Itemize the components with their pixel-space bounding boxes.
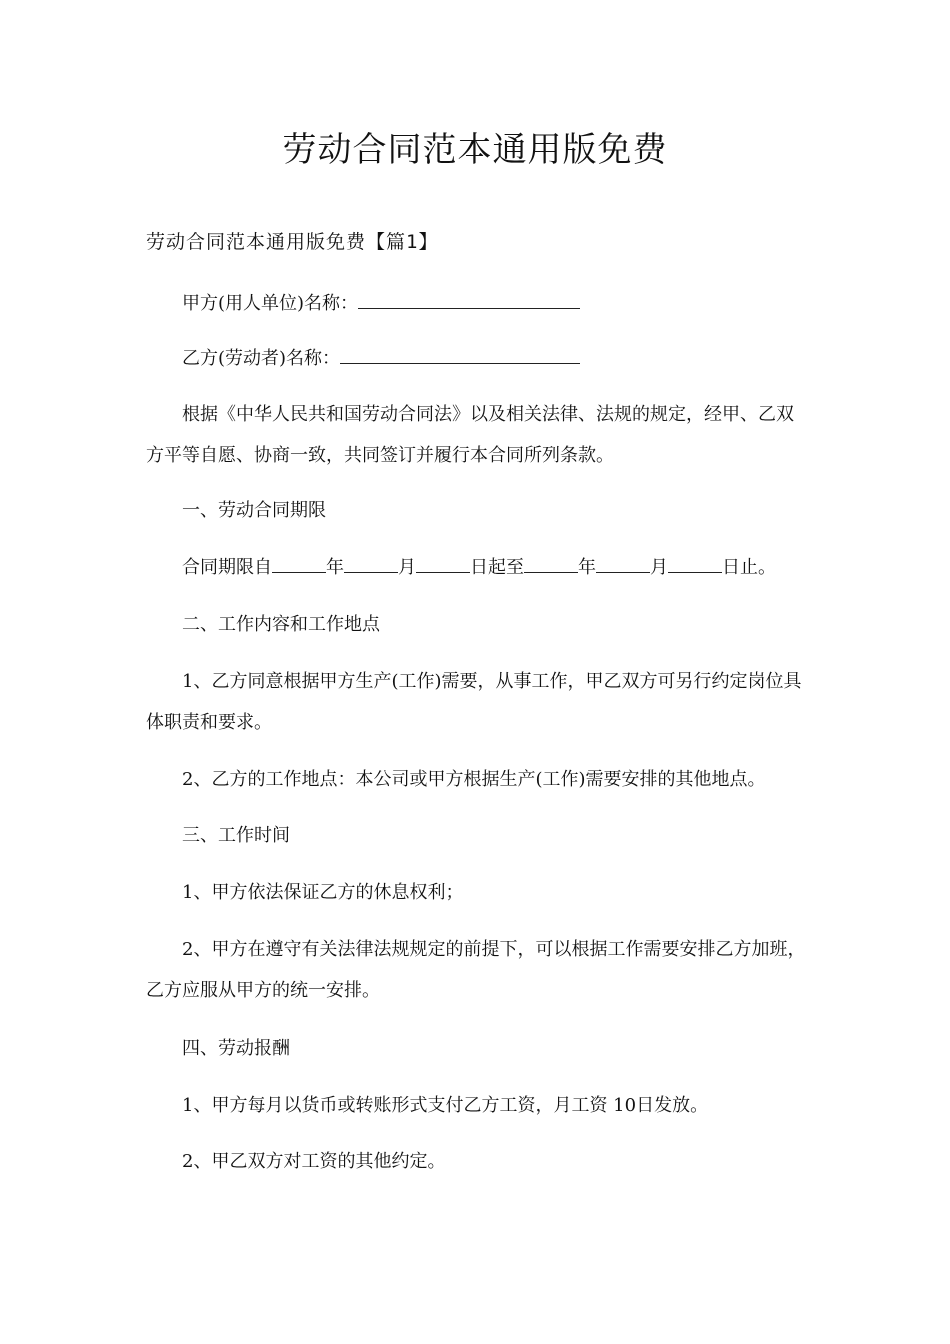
section2-item1: 1、乙方同意根据甲方生产(工作)需要，从事工作，甲乙双方可另行约定岗位具体职责和要求。 [146,671,802,733]
term-blank [596,552,650,573]
party-a-label: 甲方(用人单位)名称： [182,293,359,314]
term-blank [416,552,470,573]
term-blank [272,552,326,573]
term-month1: 月 [398,557,416,578]
section3-item1: 1、甲方依法保证乙方的休息权利； [182,882,464,903]
term-year2: 年 [578,557,596,578]
section3-heading: 三、工作时间 [182,825,290,846]
section2-heading: 二、工作内容和工作地点 [182,614,380,635]
term-day1: 日起至 [470,557,524,578]
section1-heading: 一、劳动合同期限 [182,500,326,521]
term-blank [344,552,398,573]
section4-item1: 1、甲方每月以货币或转账形式支付乙方工资，月工资 10日发放。 [182,1095,709,1116]
party-b-blank [340,343,580,364]
term-blank [524,552,578,573]
section-subtitle: 劳动合同范本通用版免费【篇1】 [146,231,439,253]
party-a-blank [358,288,580,309]
section3-item2: 2、甲方在遵守有关法律法规规定的前提下，可以根据工作需要安排乙方加班，乙方应服从甲方的统一安排。 [146,939,806,1001]
section4-item2: 2、甲乙双方对工资的其他约定。 [182,1151,446,1172]
term-day2: 日止。 [722,557,776,578]
party-b-line [146,338,810,379]
term-year1: 年 [326,557,344,578]
document-title: 劳动合同范本通用版免费 [282,130,668,170]
term-month2: 月 [650,557,668,578]
section2-item2: 2、乙方的工作地点：本公司或甲方根据生产(工作)需要安排的其他地点。 [182,769,766,790]
term-blank [668,552,722,573]
party-b-label: 乙方(劳动者)名称： [182,348,341,369]
term-prefix: 合同期限自 [182,557,272,578]
section4-heading: 四、劳动报酬 [182,1038,290,1059]
contract-term-line [146,547,810,588]
preamble-paragraph: 根据《中华人民共和国劳动合同法》以及相关法律、法规的规定，经甲、乙双方平等自愿、协商一致，共同签订并履行本合同所列条款。 [146,404,794,466]
party-a-line [146,283,810,324]
